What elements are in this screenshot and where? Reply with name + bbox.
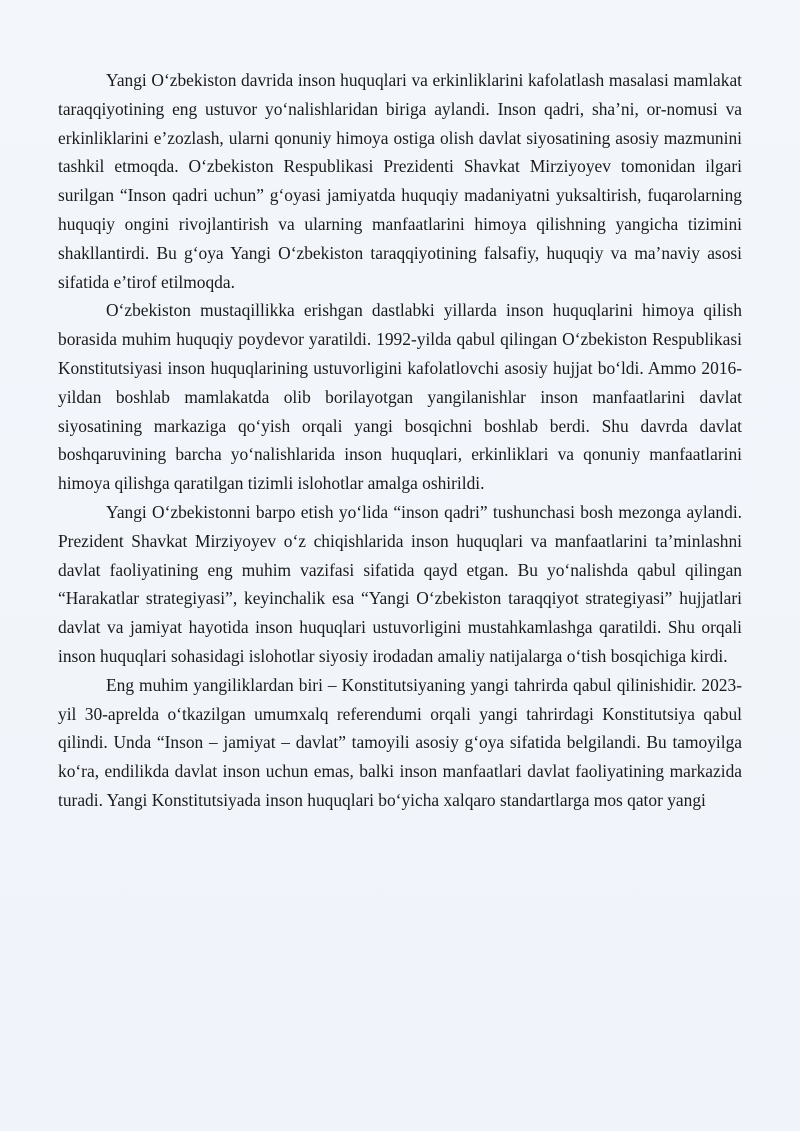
paragraph-1: Yangi O‘zbekiston davrida inson huquqlari va erkinliklarini kafolatlash masalasi mamlakat taraqqiyotining eng ustuvor yo‘nalishlaridan biriga aylandi. Inson qadri, sha’ni, or-nomusi va erkinliklarini e’zozlash, ularni qonuniy himoya ostiga olish davlat siyosatining asosiy mazmunini tashkil etmoqda. O‘zbekiston Respublikasi Prezidenti Shavkat Mirziyoyev tomonidan ilgari surilgan “Inson qadri uchun” g‘oyasi jamiyatda huquqiy madaniyatni yuksaltirish, fuqarolarning huquqiy ongini rivojlantirish va ularning manfaatlarini himoya qilishning yangicha tizimini shakllantirdi. Bu g‘oya Yangi O‘zbekiston taraqqiyotining falsafiy, huquqiy va ma’naviy asosi sifatida e’tirof etilmoqda. — [58, 70, 742, 292]
paragraph-2: O‘zbekiston mustaqillikka erishgan dastlabki yillarda inson huquqlarini himoya qilish borasida muhim huquqiy poydevor yaratildi. 1992-yilda qabul qilingan O‘zbekiston Respublikasi Konstitutsiyasi inson huquqlarining ustuvorligini kafolatlovchi asosiy hujjat bo‘ldi. Ammo 2016-yildan boshlab mamlakatda olib borilayotgan yangilanishlar inson manfaatlarini davlat siyosatining markaziga qo‘yish orqali yangi bosqichni boshlab berdi. Shu davrda davlat boshqaruvining barcha yo‘nalishlarida inson huquqlari, erkinliklari va qonuniy manfaatlarini himoya qilishga qaratilgan tizimli islohotlar amalga oshirildi. — [58, 300, 742, 494]
document-body — [58, 66, 742, 815]
paragraph-4: Eng muhim yangiliklardan biri – Konstitutsiyaning yangi tahrirda qabul qilinishidir. 2023-yil 30-aprelda o‘tkazilgan umumxalq referendumi orqali yangi tahrirdagi Konstitutsiya qabul qilindi. Unda “Inson – jamiyat – davlat” tamoyili asosiy g‘oya sifatida belgilandi. Bu tamoyilga ko‘ra, endilikda davlat inson uchun emas, balki inson manfaatlari davlat faoliyatining markazida turadi. Yangi Konstitutsiyada inson huquqlari bo‘yicha xalqaro standartlarga mos qator yangi — [58, 674, 742, 810]
paragraph-3: Yangi O‘zbekistonni barpo etish yo‘lida “inson qadri” tushunchasi bosh mezonga aylandi. Prezident Shavkat Mirziyoyev o‘z chiqishlarida inson huquqlari va manfaatlarini ta’minlashni davlat faoliyatining eng muhim vazifasi sifatida qayd etgan. Bu yo‘nalishda qabul qilingan “Harakatlar strategiyasi”, keyinchalik esa “Yangi O‘zbekiston taraqqiyot strategiyasi” hujjatlari davlat va jamiyat hayotida inson huquqlari ustuvorligini mustahkamlashga qaratildi. Shu orqali inson huquqlari sohasidagi islohotlar siyosiy irodadan amaliy natijalarga o‘tish bosqichiga kirdi. — [58, 501, 742, 666]
